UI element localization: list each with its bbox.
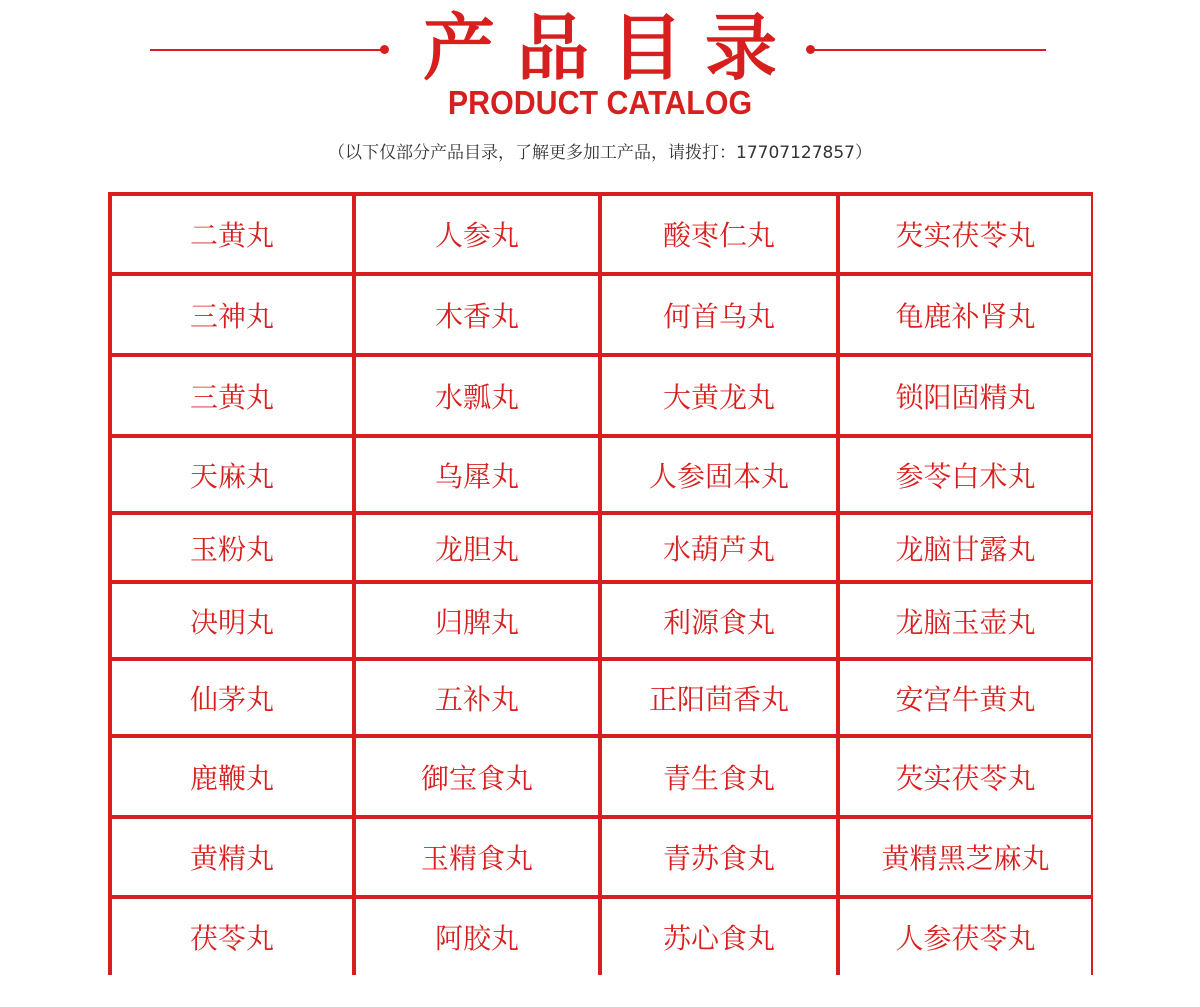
- product-cell: 木香丸: [356, 276, 598, 353]
- product-cell: 龙脑甘露丸: [840, 515, 1091, 580]
- product-cell: 归脾丸: [356, 584, 598, 657]
- product-cell: 龙胆丸: [356, 515, 598, 580]
- product-cell: 鹿鞭丸: [112, 738, 352, 815]
- product-cell: 人参茯苓丸: [840, 899, 1091, 975]
- page-title: 产品目录: [422, 6, 799, 90]
- product-cell: 阿胶丸: [356, 899, 598, 975]
- product-cell: 三神丸: [112, 276, 352, 353]
- product-cell: 龙脑玉壶丸: [840, 584, 1091, 657]
- product-cell: 青苏食丸: [602, 819, 836, 895]
- product-cell: 天麻丸: [112, 438, 352, 511]
- product-cell: 锁阳固精丸: [840, 357, 1091, 434]
- product-cell: 龟鹿补肾丸: [840, 276, 1091, 353]
- product-cell: 乌犀丸: [356, 438, 598, 511]
- product-cell: 黄精丸: [112, 819, 352, 895]
- product-cell: 决明丸: [112, 584, 352, 657]
- product-cell: 仙茅丸: [112, 661, 352, 734]
- product-cell: 芡实茯苓丸: [840, 196, 1091, 272]
- product-cell: 人参丸: [356, 196, 598, 272]
- product-cell: 正阳茴香丸: [602, 661, 836, 734]
- product-cell: 黄精黑芝麻丸: [840, 819, 1091, 895]
- product-cell: 茯苓丸: [112, 899, 352, 975]
- product-cell: 五补丸: [356, 661, 598, 734]
- product-cell: 大黄龙丸: [602, 357, 836, 434]
- product-cell: 苏心食丸: [602, 899, 836, 975]
- product-catalog-table: [108, 192, 1093, 975]
- product-cell: 青生食丸: [602, 738, 836, 815]
- product-cell: 玉粉丸: [112, 515, 352, 580]
- product-cell: 二黄丸: [112, 196, 352, 272]
- product-cell: 三黄丸: [112, 357, 352, 434]
- product-cell: 人参固本丸: [602, 438, 836, 511]
- page-title-english: PRODUCT CATALOG: [447, 84, 753, 121]
- product-cell: 参苓白术丸: [840, 438, 1091, 511]
- product-cell: 酸枣仁丸: [602, 196, 836, 272]
- product-cell: 水葫芦丸: [602, 515, 836, 580]
- product-cell: 利源食丸: [602, 584, 836, 657]
- product-cell: 芡实茯苓丸: [840, 738, 1091, 815]
- product-cell: 安宫牛黄丸: [840, 661, 1091, 734]
- product-cell: 何首乌丸: [602, 276, 836, 353]
- contact-note: （以下仅部分产品目录，了解更多加工产品，请拨打：17707127857）: [328, 143, 872, 163]
- product-cell: 玉精食丸: [356, 819, 598, 895]
- product-cell: 御宝食丸: [356, 738, 598, 815]
- product-cell: 水瓢丸: [356, 357, 598, 434]
- catalog-header: [0, 0, 1200, 190]
